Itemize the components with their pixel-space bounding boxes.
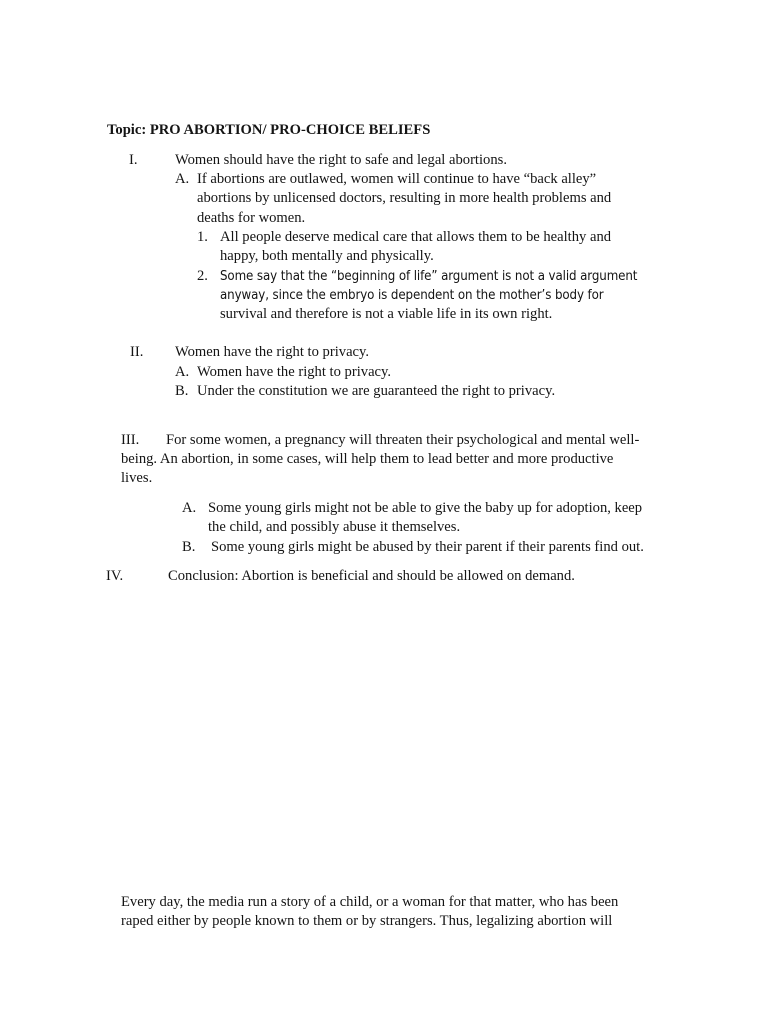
section-2-heading: Women have the right to privacy. <box>175 344 370 360</box>
section-1-item-2-marker: 2. <box>197 268 208 284</box>
topic-heading: Topic: PRO ABORTION/ PRO-CHOICE BELIEFS <box>107 122 431 138</box>
section-2-a-marker: A. <box>175 364 190 380</box>
section-1-item-1-marker: 1. <box>197 229 208 245</box>
section-3-a-line-2: the child, and possibly abuse it themselves. <box>208 519 461 535</box>
footer-paragraph-line-2: raped either by people known to them or by strangers. Thus, legalizing abortion will <box>121 913 613 929</box>
section-3-line-3: lives. <box>121 470 153 486</box>
section-3-b-marker: B. <box>182 539 196 555</box>
section-1-a-line-3: deaths for women. <box>197 210 306 226</box>
section-1-a-marker: A. <box>175 171 190 187</box>
section-1-item-2-line-3: survival and therefore is not a viable life in its own right. <box>220 306 553 322</box>
section-3-line-1: For some women, a pregnancy will threaten their psychological and mental well- <box>166 432 640 448</box>
section-1-a-line-1: If abortions are outlawed, women will continue to have “back alley” <box>197 171 597 187</box>
footer-paragraph-line-1: Every day, the media run a story of a child, or a woman for that matter, who has been <box>121 894 619 910</box>
section-3-a-marker: A. <box>182 500 197 516</box>
section-3-b-text: Some young girls might be abused by their parent if their parents find out. <box>211 539 644 555</box>
section-1-a-line-2: abortions by unlicensed doctors, resulting in more health problems and <box>197 190 612 206</box>
section-1-item-2-line-1: Some say that the “beginning of life” argument is not a valid argument <box>220 269 638 284</box>
section-2-a-text: Women have the right to privacy. <box>197 364 392 380</box>
section-3-line-2: being. An abortion, in some cases, will help them to lead better and more productive <box>121 451 614 467</box>
section-2-b-text: Under the constitution we are guaranteed the right to privacy. <box>197 383 556 399</box>
section-3-marker: III. <box>121 432 140 448</box>
section-1-marker: I. <box>129 152 138 168</box>
section-2-marker: II. <box>130 344 144 360</box>
section-4-marker: IV. <box>106 568 124 584</box>
section-3-a-line-1: Some young girls might not be able to give the baby up for adoption, keep <box>208 500 643 516</box>
section-1-item-1-line-1: All people deserve medical care that allows them to be healthy and <box>220 229 612 245</box>
section-2-b-marker: B. <box>175 383 189 399</box>
section-1-item-2-line-2: anyway, since the embryo is dependent on the mother’s body for <box>220 288 604 303</box>
section-1-item-1-line-2: happy, both mentally and physically. <box>220 248 434 264</box>
section-4-text: Conclusion: Abortion is beneficial and should be allowed on demand. <box>168 568 575 584</box>
section-1-heading: Women should have the right to safe and legal abortions. <box>175 152 507 168</box>
